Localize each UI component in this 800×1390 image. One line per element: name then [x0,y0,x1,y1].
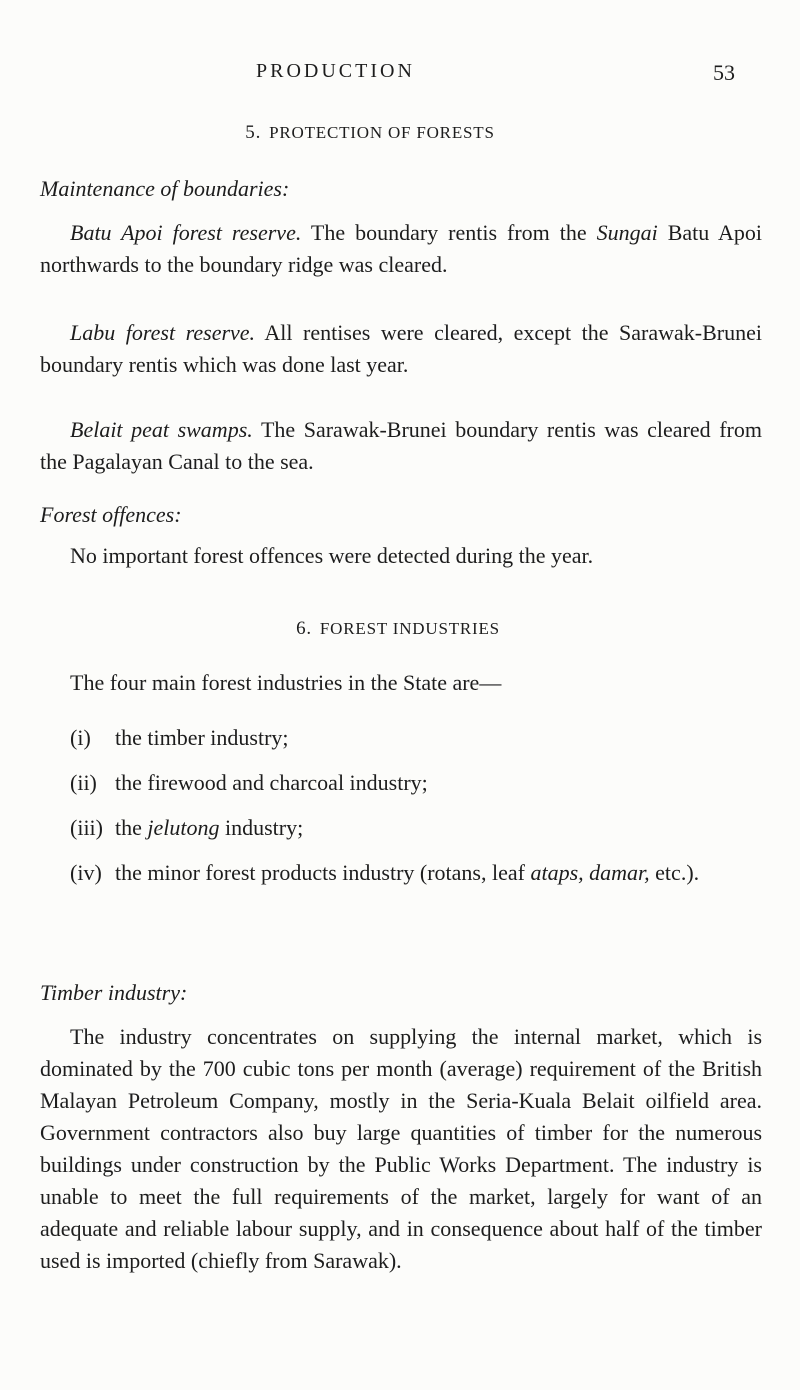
list-numeral: (ii) [70,770,97,795]
subheading-offences: Forest offences: [40,502,182,527]
paragraph-timber: The industry concentrates on supplying the internal market, which is dominated by the 700 cubic tons per month (average) requirement of the British Malayan Petroleum Company, mostly in the Seria-Kuala Belait oilfield area. Government contractors also buy large quantities of timber for the numerous buildings under construction by the Public Works Department. The industry is unable to meet the full requirements of the market, largely for want of an adequate and reliable labour supply, and in consequence about half of the timber used is imported (chiefly from Sarawak). [40,1024,762,1273]
list-text-italic: ataps, [530,860,584,885]
list-text: the minor forest products industry (rotans, leaf [115,860,531,885]
list-text: the [115,815,148,840]
lead-labu: Labu forest reserve. [70,320,256,345]
list-numeral: (iv) [70,860,102,885]
list-numeral: (iii) [70,815,103,840]
list-text-italic: damar, [589,860,650,885]
page-number: 53 [713,60,735,85]
paragraph-belait [40,414,762,478]
section-number: 5. [245,122,262,143]
list-item [70,857,800,889]
list-item [70,812,800,844]
list-text: etc.). [649,860,700,885]
subheading-timber: Timber industry: [40,980,188,1005]
list-item [70,722,800,754]
section-title: PROTECTION OF FORESTS [269,123,495,142]
text-belait: The Sarawak-Brunei boundary rentis was cleared from the Pagalayan Canal to the sea. [40,417,762,474]
paragraph-industries-intro: The four main forest industries in the State are— [70,670,502,695]
list-text: the timber industry; [115,725,289,750]
list-text: industry; [219,815,304,840]
paragraph-batu-apoi [40,217,762,281]
section-number: 6. [296,618,312,639]
list-text: the firewood and charcoal industry; [115,770,428,795]
section-heading-protection [0,122,770,144]
section-title: FOREST INDUSTRIES [319,619,500,638]
running-head: PRODUCTION [256,60,415,82]
section-heading-industries [0,618,798,640]
list-text-italic: jelutong [147,815,220,840]
lead-sungai: Sungai [596,220,658,245]
text-batu-apoi-2: Batu Apoi northwards to the boundary ridge was cleared. [40,220,762,277]
text-labu: All rentises were cleared, except the Sarawak-Brunei boundary rentis which was done last year. [40,320,762,377]
paragraph-offences: No important forest offences were detected during the year. [70,543,594,568]
list-item [70,767,800,799]
text-batu-apoi-1: The boundary rentis from the [301,220,597,245]
list-numeral: (i) [70,725,91,750]
subheading-maintenance: Maintenance of boundaries: [40,176,290,201]
paragraph-labu [40,317,762,381]
lead-belait: Belait peat swamps. [70,417,253,442]
lead-batu-apoi: Batu Apoi forest reserve. [70,220,302,245]
